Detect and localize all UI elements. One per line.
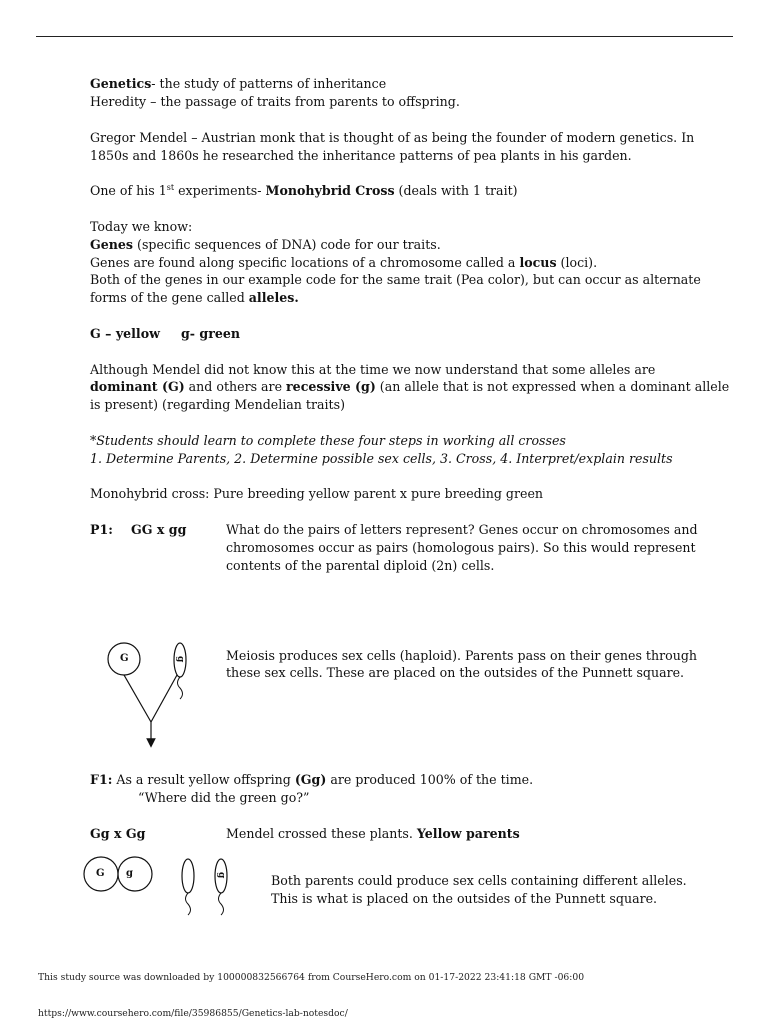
dominance-line-1: Although Mendel did not know this at the time we now understand that some alleles are (90, 362, 656, 377)
key-green: g- green (181, 326, 241, 341)
dominance-mid: and others are (184, 379, 287, 394)
f1-genotype: (Gg) (294, 772, 327, 787)
f1-post: are produced 100% of the time. (326, 772, 534, 787)
recessive-term: recessive (g) (286, 379, 376, 394)
egg-cell-big-g-label: G (96, 868, 105, 879)
p1-text-1: What do the pairs of letters represent? Genes occur on chromosomes and (226, 522, 698, 537)
sperm-cell-1 (182, 859, 194, 893)
egg-cell-label: G (120, 653, 129, 664)
alleles-pre: forms of the gene called (90, 290, 249, 305)
f1-line (90, 771, 533, 789)
dominant-term: dominant (G) (90, 379, 185, 394)
sperm-cell-label: g (175, 656, 185, 663)
p1-cross: GG x gg (131, 522, 187, 537)
both-parents-line-1: Both parents could produce sex cells containing different alleles. (271, 873, 687, 888)
monohybrid-cross-term: Monohybrid Cross (265, 183, 395, 198)
sperm-tail-1 (186, 893, 191, 915)
p1-text-3: contents of the parental diploid (2n) cells. (226, 558, 495, 573)
converge-line-left (124, 675, 151, 722)
sperm-tail-2 (219, 893, 224, 915)
alleles-line-1: Both of the genes in our example code for the same trait (Pea color), but can occur as alternate (90, 272, 701, 287)
key-yellow: G – yellow (90, 326, 160, 341)
heredity-definition: Heredity – the passage of traits from parents to offspring. (90, 94, 460, 109)
steps-line-1: *Students should learn to complete these four steps in working all crosses (90, 433, 566, 448)
sperm-tail (178, 677, 183, 699)
egg-cell-small-g (118, 857, 152, 891)
monohybrid-cross-line: Monohybrid cross: Pure breeding yellow parent x pure breeding green (90, 486, 544, 501)
dominance-rest: (an allele that is not expressed when a dominant allele (375, 379, 730, 394)
p1-label: P1: (90, 522, 113, 537)
yellow-parents-term: Yellow parents (416, 826, 520, 841)
source-url[interactable]: https://www.coursehero.com/file/35986855/Genetics-lab-notesdoc/ (38, 1008, 348, 1019)
meiosis-line-2: these sex cells. These are placed on the outsides of the Punnett square. (226, 665, 685, 680)
mendel-line-1: Gregor Mendel – Austrian monk that is thought of as being the founder of modern genetics. In (90, 130, 695, 145)
today-intro: Today we know: (90, 219, 193, 234)
locus-pre: Genes are found along specific locations of a chromosome called a (90, 255, 520, 270)
locus-term: locus (519, 255, 557, 270)
first-exp-sup: st (166, 183, 175, 192)
both-parents-line-2: This is what is placed on the outsides of the Punnett square. (271, 891, 658, 906)
steps-line-2: 1. Determine Parents, 2. Determine possible sex cells, 3. Cross, 4. Interpret/explain results (90, 451, 673, 466)
f1-pre: As a result yellow offspring (112, 772, 295, 787)
genes-term: Genes (90, 237, 134, 252)
dominance-line-3: is present) (regarding Mendelian traits) (90, 397, 345, 412)
first-exp-post: (deals with 1 trait) (394, 183, 518, 198)
gg-cross-text-pre: Mendel crossed these plants. (226, 826, 417, 841)
alleles-term: alleles. (248, 290, 299, 305)
converge-line-right (151, 675, 177, 722)
gg-cross-text (226, 825, 520, 843)
genes-rest: (specific sequences of DNA) code for our traits. (133, 237, 441, 252)
download-notice: This study source was downloaded by 100000832566764 from CourseHero.com on 01-17-2022 23:41:18 GMT -06:00 (38, 972, 585, 983)
locus-post: (loci). (556, 255, 598, 270)
sperm-cell-2-label: g (216, 872, 226, 879)
p1-text-2: chromosomes occur as pairs (homologous pairs). So this would represent (226, 540, 696, 555)
egg-cell-small-g-label: g (126, 868, 133, 879)
f1-label: F1: (90, 772, 113, 787)
first-exp-mid: experiments- (174, 183, 266, 198)
meiosis-line-1: Meiosis produces sex cells (haploid). Parents pass on their genes through (226, 648, 697, 663)
f1-quote: “Where did the green go?” (138, 790, 310, 805)
mendel-line-2: 1850s and 1860s he researched the inheritance patterns of pea plants in his garden. (90, 148, 632, 163)
genetics-def: - the study of patterns of inheritance (151, 76, 387, 91)
genetics-term: Genetics (90, 76, 152, 91)
first-exp-pre: One of his 1 (90, 183, 167, 198)
gg-cross-label: Gg x Gg (90, 826, 146, 841)
